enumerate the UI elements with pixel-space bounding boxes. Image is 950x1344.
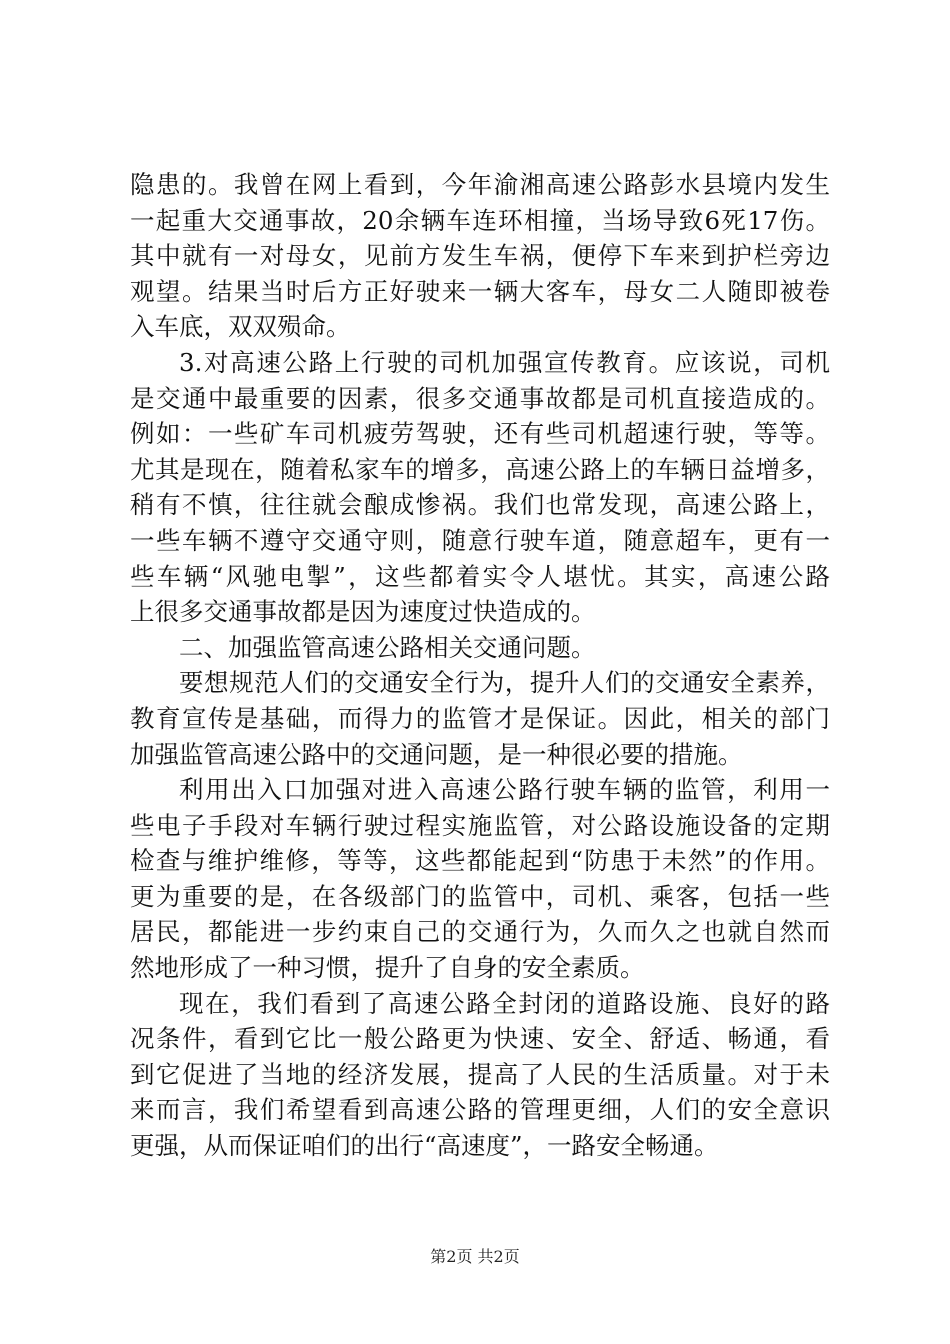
text-line: 然地形成了一种习惯，提升了自身的安全素质。 <box>130 953 645 983</box>
text-line: 况条件，看到它比一般公路更为快速、安全、舒适、畅通，看 <box>130 1024 830 1054</box>
text-line: 到它促进了当地的经济发展，提高了人民的生活质量。对于未 <box>130 1059 830 1089</box>
text-line: 检查与维护维修，等等，这些都能起到“防患于未然”的作用。 <box>130 846 830 876</box>
text-line: 居民，都能进一步约束自己的交通行为，久而久之也就自然而 <box>130 917 830 947</box>
text-line: 稍有不慎，往往就会酿成惨祸。我们也常发现，高速公路上， <box>130 490 830 520</box>
text-line: 隐患的。我曾在网上看到，今年渝湘高速公路彭水县境内发生 <box>130 170 830 199</box>
text-line: 例如：一些矿车司机疲劳驾驶，还有些司机超速行驶，等等。 <box>130 419 830 449</box>
text-line: 些电子手段对车辆行驶过程实施监管，对公路设施设备的定期 <box>130 810 830 840</box>
text-line: 来而言，我们希望看到高速公路的管理更细，人们的安全意识 <box>130 1095 830 1125</box>
text-line: 上很多交通事故都是因为速度过快造成的。 <box>130 597 596 627</box>
text-line: 利用出入口加强对进入高速公路行驶车辆的监管，利用一 <box>179 775 830 805</box>
text-line: 教育宣传是基础，而得力的监管才是保证。因此，相关的部门 <box>130 703 830 733</box>
text-line: 更强，从而保证咱们的出行“高速度”，一路安全畅通。 <box>130 1131 719 1161</box>
text-line: 二、加强监管高速公路相关交通问题。 <box>179 632 596 662</box>
text-line: 些车辆“风驰电掣”，这些都着实令人堪忧。其实，高速公路 <box>130 561 830 591</box>
text-line: 其中就有一对母女，见前方发生车祸，便停下车来到护栏旁边 <box>130 241 830 271</box>
text-line: 一起重大交通事故，20余辆车连环相撞，当场导致6死17伤。 <box>130 205 830 235</box>
text-line: 3.对高速公路上行驶的司机加强宣传教育。应该说，司机 <box>179 347 830 377</box>
text-line: 要想规范人们的交通安全行为，提升人们的交通安全素养， <box>179 668 830 698</box>
text-line: 观望。结果当时后方正好驶来一辆大客车，母女二人随即被卷 <box>130 276 830 306</box>
text-line: 加强监管高速公路中的交通问题，是一种很必要的措施。 <box>130 739 743 769</box>
page-number-footer: 第2页 共2页 <box>430 1247 520 1266</box>
text-line: 一些车辆不遵守交通守则，随意行驶车道，随意超车，更有一 <box>130 525 830 555</box>
text-line: 入车底，双双殒命。 <box>130 312 351 342</box>
text-line: 尤其是现在，随着私家车的增多，高速公路上的车辆日益增多， <box>130 454 830 484</box>
document-body <box>130 167 830 1164</box>
text-line: 更为重要的是，在各级部门的监管中，司机、乘客，包括一些 <box>130 881 830 911</box>
text-line: 现在，我们看到了高速公路全封闭的道路设施、良好的路 <box>179 988 830 1018</box>
text-line: 是交通中最重要的因素，很多交通事故都是司机直接造成的。 <box>130 383 830 413</box>
